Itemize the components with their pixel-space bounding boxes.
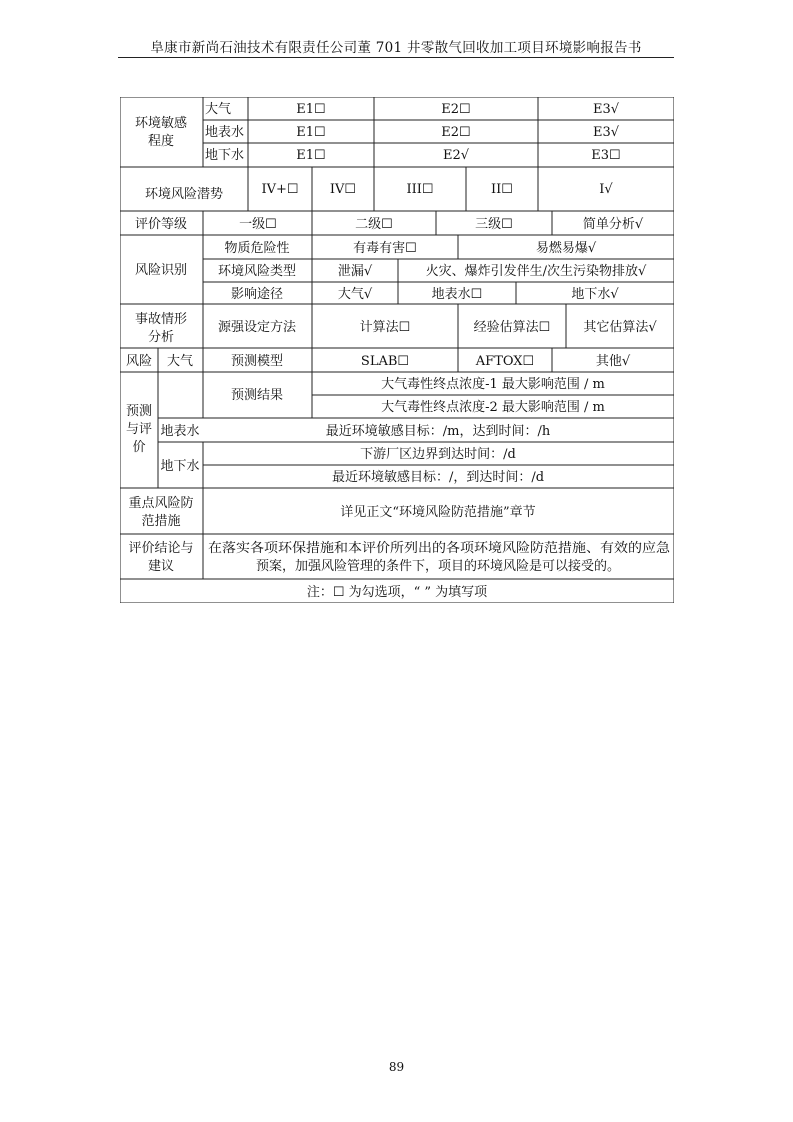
risk-assessment-table [120, 97, 674, 603]
prediction-label: 预测 [125, 404, 153, 419]
risk-type-option: 泄漏√ [337, 264, 373, 279]
sensitivity-label: 环境敏感 [134, 116, 188, 131]
sensitivity-value: E2√ [442, 148, 470, 163]
air-label: 大气 [166, 354, 194, 369]
grade-option: 一级☐ [239, 217, 277, 232]
sensitivity-value: E1☐ [296, 102, 326, 117]
potential-option: IV☐ [329, 182, 357, 197]
potential-option: I√ [599, 182, 613, 197]
substance-label: 物质危险性 [224, 241, 290, 256]
groundwater-label: 地下水 [160, 459, 200, 474]
model-label: 预测模型 [230, 354, 284, 369]
substance-option: 有毒有害☐ [353, 241, 417, 256]
route-option: 地表水☐ [431, 287, 483, 302]
surface-water-label: 地表水 [160, 424, 200, 439]
sensitivity-label: 程度 [147, 134, 175, 149]
potential-option: II☐ [491, 182, 513, 197]
method-label: 源强设定方法 [217, 320, 297, 335]
method-option: 经验估算法☐ [473, 320, 551, 335]
prediction-label: 价 [132, 440, 146, 455]
sensitivity-medium: 地下水 [205, 148, 245, 163]
conclusion-label: 评价结论与 [128, 541, 194, 556]
potential-option: III☐ [406, 182, 434, 197]
table-grid [120, 97, 674, 603]
conclusion-text: 在落实各项环保措施和本评价所列出的各项环境风险防范措施、有效的应急 [208, 541, 638, 556]
substance-option: 易燃易爆√ [535, 241, 597, 256]
air-result: 大气毒性终点浓度-1 最大影响范围 / m [381, 377, 605, 392]
groundwater-result: 最近环境敏感目标：/，到达时间：/d [331, 470, 545, 485]
sensitivity-value: E3☐ [591, 148, 621, 163]
sensitivity-value: E3√ [592, 125, 620, 140]
measures-label: 范措施 [141, 514, 181, 529]
model-option: SLAB☐ [360, 354, 410, 369]
risk-label: 风险 [125, 354, 153, 369]
sensitivity-medium: 大气 [205, 102, 232, 117]
identification-label: 风险识别 [134, 263, 188, 278]
sensitivity-value: E3√ [592, 102, 620, 117]
measures-text: 详见正文“环境风险防范措施”章节 [340, 505, 536, 520]
route-option: 大气√ [337, 287, 373, 302]
table-note: 注：☐ 为勾选项，“ ” 为填写项 [306, 585, 488, 600]
conclusion-text: 预案，加强风险管理的条件下，项目的环境风险是可以接受的。 [255, 559, 621, 574]
route-label: 影响途径 [230, 287, 284, 302]
sensitivity-medium: 地表水 [205, 125, 245, 140]
grade-option: 二级☐ [355, 217, 393, 232]
air-result: 大气毒性终点浓度-2 最大影响范围 / m [381, 400, 605, 415]
report-header: 阜康市新尚石油技术有限责任公司董 701 井零散气回收加工项目环境影响报告书 [150, 40, 642, 56]
model-option: 其他√ [595, 354, 631, 369]
potential-option: IV+☐ [261, 182, 299, 197]
accident-label: 事故情形 [134, 312, 188, 327]
sensitivity-value: E2☐ [441, 102, 471, 117]
sensitivity-value: E1☐ [296, 148, 326, 163]
grade-option: 简单分析√ [582, 217, 644, 232]
result-label: 预测结果 [230, 388, 284, 403]
sensitivity-value: E2☐ [441, 125, 471, 140]
sensitivity-value: E1☐ [296, 125, 326, 140]
grade-label: 评价等级 [134, 217, 188, 232]
potential-label: 环境风险潜势 [144, 187, 224, 202]
groundwater-result: 下游厂区边界到达时间：/d [360, 447, 516, 462]
model-option: AFTOX☐ [475, 354, 535, 369]
page-number: 89 [388, 1060, 405, 1074]
measures-label: 重点风险防 [128, 496, 194, 511]
surface-water-result: 最近环境敏感目标：/m，达到时间：/h [325, 424, 551, 439]
prediction-label: 与评 [125, 422, 153, 437]
method-option: 其它估算法√ [583, 320, 657, 335]
route-option: 地下水√ [571, 287, 619, 302]
grade-option: 三级☐ [475, 217, 513, 232]
risk-type-label: 环境风险类型 [217, 264, 297, 279]
risk-type-option: 火灾、爆炸引发伴生/次生污染物排放√ [425, 264, 647, 279]
conclusion-label: 建议 [147, 559, 175, 574]
accident-label: 分析 [147, 330, 175, 345]
method-option: 计算法☐ [359, 320, 411, 335]
header-rule [118, 57, 674, 58]
